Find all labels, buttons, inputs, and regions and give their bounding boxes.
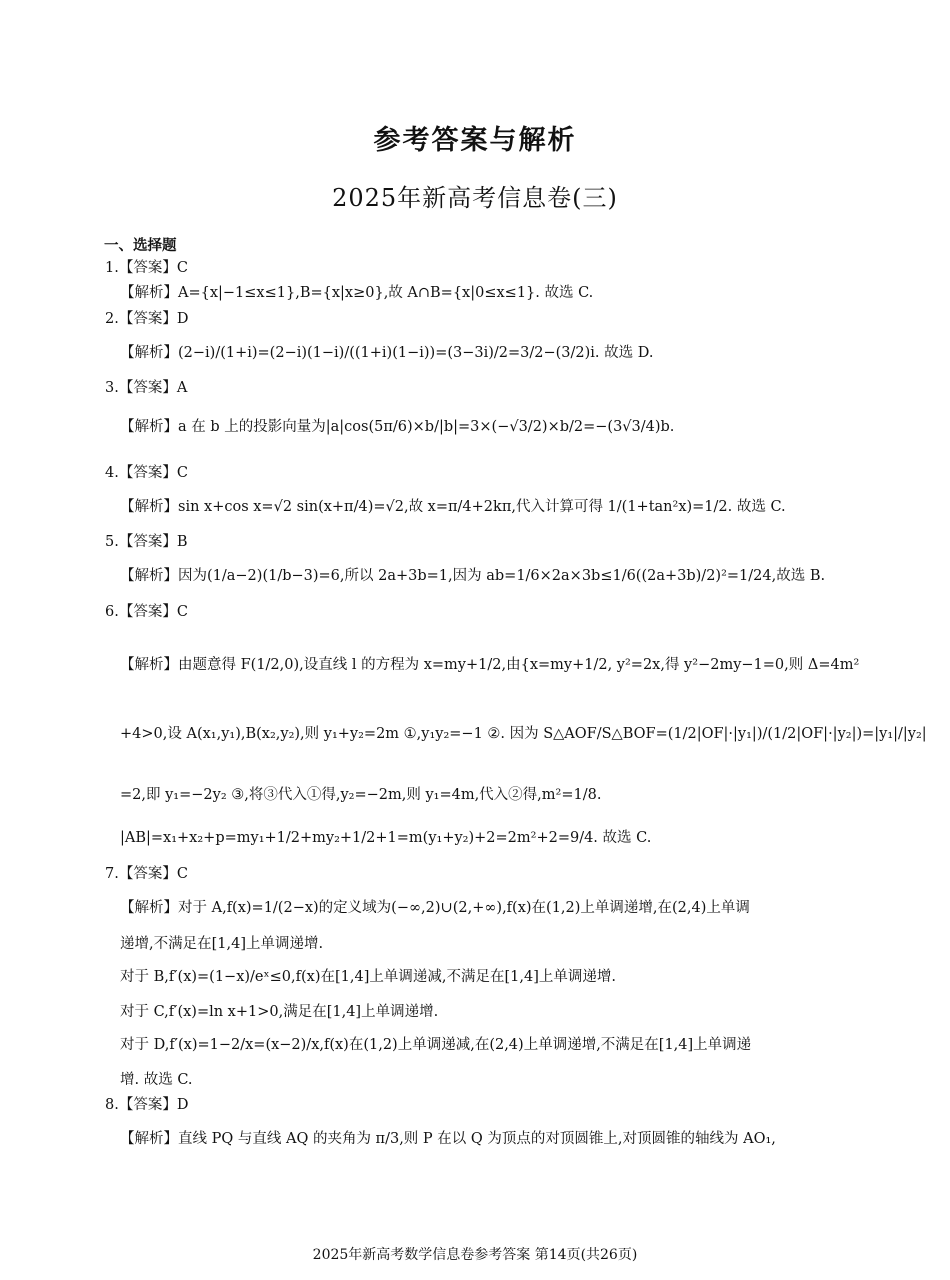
explanation-line: =2,即 y₁=−2y₂ ③,将③代入①得,y₂=−2m,则 y₁=4m,代入②得,m²=1/8. <box>120 787 602 803</box>
explanation-line: 递增,不满足在[1,4]上单调递增. <box>120 936 324 952</box>
answer-line: 2.【答案】D <box>105 311 189 327</box>
page-subtitle: 2025年新高考信息卷(三) <box>332 184 618 212</box>
page-footer: 2025年新高考数学信息卷参考答案 第14页(共26页) <box>312 1247 638 1263</box>
explanation-line: 【解析】(2−i)/(1+i)=(2−i)(1−i)/((1+i)(1−i))=(3−3i)/2=3/2−(3/2)i. 故选 D. <box>120 345 654 361</box>
explanation-line: +4>0,设 A(x₁,y₁),B(x₂,y₂),则 y₁+y₂=2m ①,y₁y₂=−1 ②. 因为 S△AOF/S△BOF=(1/2|OF|·|y₁|)/(1/2|OF|·|y₂|)=|y₁|/|y₂| <box>120 726 927 742</box>
explanation-line: 【解析】A={x|−1≤x≤1},B={x|x≥0},故 A∩B={x|0≤x≤1}. 故选 C. <box>120 285 594 301</box>
answer-line: 5.【答案】B <box>105 534 188 550</box>
explanation-line: 【解析】因为(1/a−2)(1/b−3)=6,所以 2a+3b=1,因为 ab=1/6×2a×3b≤1/6((2a+3b)/2)²=1/24,故选 B. <box>120 568 826 584</box>
explanation-line: |AB|=x₁+x₂+p=my₁+1/2+my₂+1/2+1=m(y₁+y₂)+2=2m²+2=9/4. 故选 C. <box>120 830 652 846</box>
page-title: 参考答案与解析 <box>373 125 577 156</box>
answer-line: 1.【答案】C <box>105 260 188 276</box>
explanation-line: 【解析】由题意得 F(1/2,0),设直线 l 的方程为 x=my+1/2,由{x=my+1/2, y²=2x,得 y²−2my−1=0,则 Δ=4m² <box>120 657 860 673</box>
explanation-line: 对于 C,f′(x)=ln x+1>0,满足在[1,4]上单调递增. <box>120 1004 439 1020</box>
section-heading: 一、选择题 <box>104 238 177 254</box>
answer-line: 7.【答案】C <box>105 866 188 882</box>
explanation-line: 对于 B,f′(x)=(1−x)/eˣ≤0,f(x)在[1,4]上单调递减,不满足在[1,4]上单调递增. <box>120 969 616 985</box>
explanation-line: 增. 故选 C. <box>120 1072 193 1088</box>
explanation-line: 【解析】对于 A,f(x)=1/(2−x)的定义域为(−∞,2)∪(2,+∞),f(x)在(1,2)上单调递增,在(2,4)上单调 <box>120 900 750 916</box>
answer-line: 4.【答案】C <box>105 465 188 481</box>
explanation-line: 对于 D,f′(x)=1−2/x=(x−2)/x,f(x)在(1,2)上单调递减,在(2,4)上单调递增,不满足在[1,4]上单调递 <box>120 1037 752 1053</box>
answer-line: 8.【答案】D <box>105 1097 189 1113</box>
answer-line: 3.【答案】A <box>105 380 188 396</box>
explanation-line: 【解析】直线 PQ 与直线 AQ 的夹角为 π/3,则 P 在以 Q 为顶点的对顶圆锥上,对顶圆锥的轴线为 AO₁, <box>120 1131 776 1147</box>
explanation-line: 【解析】sin x+cos x=√2 sin(x+π/4)=√2,故 x=π/4+2kπ,代入计算可得 1/(1+tan²x)=1/2. 故选 C. <box>120 499 786 515</box>
answer-line: 6.【答案】C <box>105 604 188 620</box>
explanation-line: 【解析】a 在 b 上的投影向量为|a|cos(5π/6)×b/|b|=3×(−√3/2)×b/2=−(3√3/4)b. <box>120 419 675 435</box>
